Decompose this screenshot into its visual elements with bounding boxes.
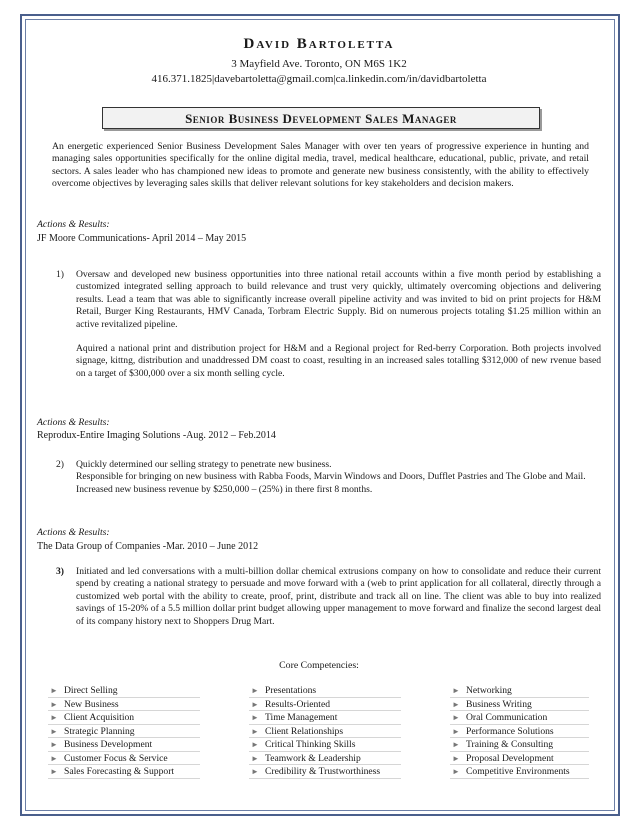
competency-label: New Business [64,698,119,710]
actions-results-label-3: Actions & Results: [37,527,110,538]
competency-item [249,684,401,698]
candidate-name: David Bartoletta [243,36,395,52]
company-1: JF Moore Communications- April 2014 – May 2015 [37,233,247,244]
competency-column-3 [450,684,589,779]
competency-item [48,711,200,725]
job-title-banner: Senior Business Development Sales Manager [102,107,540,129]
company-3: The Data Group of Companies -Mar. 2010 – June 2012 [37,541,259,552]
summary-text: An energetic experienced Senior Business Development Sales Manager with over ten years of progressive experience in hunting and managing sales opportunities specifically for the online digital media, travel, medical healthcare, educational, public, private, and retail sectors. A sales leader who has championed new ideas to promote and generate new business consistently, with the ability to effectively overcome objectives by leveraging sales skills that deliver relevant solutions for key stakeholders and decision makers. [52,141,589,190]
competency-item [249,752,401,766]
competency-label: Direct Selling [64,685,118,696]
arrow-bullet-icon: ► [452,686,460,695]
job-1-para-1: Oversaw and developed new business opportunities into three national retail accounts within a five month period by establishing a customized integrated selling approach to build relevance and trust very quickly, ultimately overcoming objections and delivering results. Lead a team that was able to significantly increase overall pipeline activity and was invited to bid on print projects for H&M Retail, Burger King Restaurants, HMV Canada, Torbram Electric Supply. Bid on numerous projects totaling $1.25 million within an active revitalized pipeline. [76,269,601,330]
competency-item [48,725,200,739]
arrow-bullet-icon: ► [452,740,460,749]
summary [52,141,589,191]
competency-label: Performance Solutions [466,725,554,737]
competency-label: Credibility & Trustworthiness [265,766,381,777]
job-2-line-1: Quickly determined our selling strategy to penetrate new business. [76,459,332,470]
competency-item [48,765,200,779]
competency-item [249,711,401,725]
competency-item [450,684,589,698]
core-competencies-title: Core Competencies: [279,660,359,671]
item-number-3: 3) [56,566,64,577]
arrow-bullet-icon: ► [251,726,259,736]
competency-item [249,738,401,752]
competency-item [48,698,200,712]
competency-label: Oral Communication [466,712,548,723]
job-3-details [76,566,601,628]
job-2-line-2: Responsible for bringing on new business with Rabba Foods, Marvin Windows and Doors, Dufflet Pastries and The Globe and Mail. [76,471,586,483]
competency-label: Strategic Planning [64,725,135,737]
arrow-bullet-icon: ► [452,753,460,763]
competency-label: Time Management [265,712,338,723]
competency-item [249,725,401,739]
item-number-2: 2) [56,459,64,470]
item-number-1: 1) [56,269,64,280]
arrow-bullet-icon: ► [452,767,460,776]
competency-column-2 [249,684,401,779]
address: 3 Mayfield Ave. Toronto, ON M6S 1K2 [231,58,407,70]
arrow-bullet-icon: ► [50,753,58,763]
competency-item [48,684,200,698]
arrow-bullet-icon: ► [50,740,58,749]
competency-item [450,698,589,712]
arrow-bullet-icon: ► [50,699,58,709]
arrow-bullet-icon: ► [452,699,460,709]
arrow-bullet-icon: ► [251,740,259,749]
arrow-bullet-icon: ► [251,753,259,763]
competency-label: Training & Consulting [466,739,554,750]
contact-line: 416.371.1825|davebartoletta@gmail.com|ca.linkedin.com/in/davidbartoletta [151,73,487,85]
arrow-bullet-icon: ► [251,713,259,722]
arrow-bullet-icon: ► [50,686,58,695]
competency-label: Critical Thinking Skills [265,739,356,750]
competency-label: Teamwork & Leadership [265,752,361,764]
arrow-bullet-icon: ► [452,713,460,722]
arrow-bullet-icon: ► [50,713,58,722]
competency-item [450,752,589,766]
competency-item [249,698,401,712]
arrow-bullet-icon: ► [50,726,58,736]
competency-item [450,711,589,725]
competency-label: Client Acquisition [64,712,135,723]
actions-results-label-1: Actions & Results: [37,219,110,230]
competency-label: Competitive Environments [466,766,570,777]
competency-column-1 [48,684,200,779]
arrow-bullet-icon: ► [251,686,259,695]
competency-label: Results-Oriented [265,698,331,710]
actions-results-label-2: Actions & Results: [37,417,110,428]
competency-label: Business Writing [466,698,532,710]
job-2-details [76,459,601,496]
arrow-bullet-icon: ► [50,767,58,776]
competency-label: Networking [466,685,512,696]
competency-item [48,738,200,752]
competency-label: Client Relationships [265,725,344,737]
competency-item [249,765,401,779]
competency-item [450,765,589,779]
competency-item [48,752,200,766]
competency-label: Presentations [265,685,317,696]
competency-label: Business Development [64,739,153,750]
competency-label: Customer Focus & Service [64,752,168,764]
company-2: Reprodux-Entire Imaging Solutions -Aug. 2012 – Feb.2014 [37,430,276,441]
job-1-details [76,269,601,380]
job-1-para-2: Aquired a national print and distribution project for H&M and a Regional project for Red-berry Corporation. Both projects involved signage, kittng, distribution and unaddressed DM coast to coast, resulting in an increased sales totalling $312,000 of new rvenue based on a target of $300,000 over a six month selling cycle. [76,343,601,379]
competency-label: Proposal Development [466,752,554,764]
competency-item [450,725,589,739]
arrow-bullet-icon: ► [452,726,460,736]
arrow-bullet-icon: ► [251,699,259,709]
competency-label: Sales Forecasting & Support [64,766,175,777]
job-3-para-1: Initiated and led conversations with a multi-billion dollar chemical extrusions company on how to consolidate and reduce their current spend by creating a national strategy to persuade and move forward with a (web to print application for all collateral, directly through a customized web portal with the ability to create, proof, print, distribute and track all on line. The client was able to buy into realized savings of 15-20% of a 5.5 million dollar print budget allowing upper management to move forward and finalize the second largest deal of its company history next to Shoppers Drug Mart. [76,566,601,627]
arrow-bullet-icon: ► [251,767,259,776]
competency-item [450,738,589,752]
job-2-line-3: Increased new business revenue by $250,000 – (25%) in there first 8 months. [76,483,373,495]
